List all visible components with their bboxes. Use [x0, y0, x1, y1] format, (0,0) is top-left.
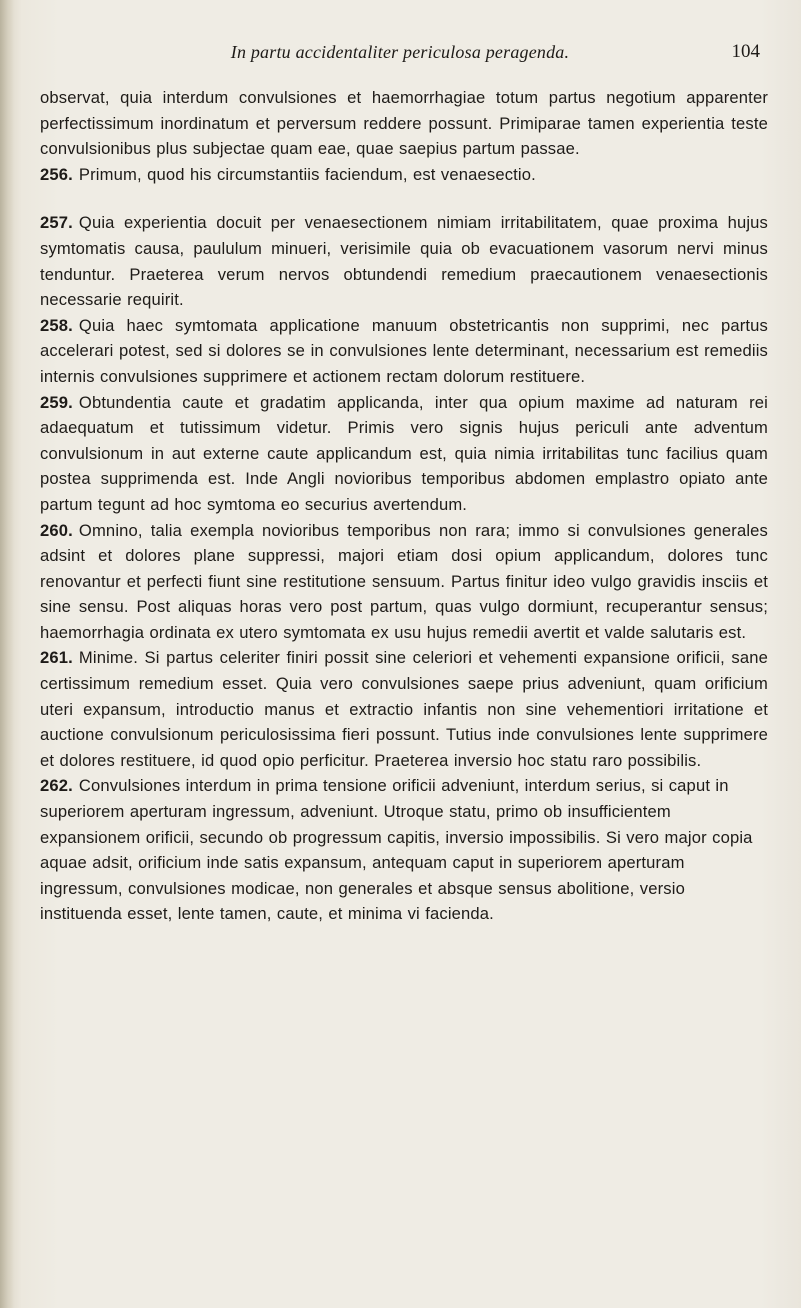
paragraph-text: Convulsiones interdum in prima tensione orificii adveniunt, interdum serius, si caput in superiorem aperturam ingressum, adveniunt. Utroque statu, primo ob insufficientem expansionem orificii, secundo ob progressum capitis, inversio impossibilis. Si vero major copia aquae adsit, orificium inde satis expansum, antequam caput in superiorem aperturam ingressum, convulsiones modicae, non generales et absque sensus abolitione, versio instituenda esset, lente tamen, caute, et minima vi facienda.: [40, 776, 753, 924]
paragraph-continuation: [40, 85, 768, 162]
paragraph-number: 258.: [40, 315, 73, 335]
paragraph-259: [40, 390, 768, 518]
paragraph-text: Quia haec symtomata applicatione manuum obstetricantis non supprimi, nec partus accelerari potest, sed si dolores se in convulsiones lente determinant, necessarium est remediis internis convulsiones supprimere et actionem rectam dolorum restituere.: [40, 315, 768, 386]
paragraph-text: observat, quia interdum convulsiones et haemorrhagiae totum partus negotium apparenter perfectissimum inordinatum et perversum reddere possunt. Primiparae tamen experientia teste convulsionibus plus subjectae quam eae, quae saepius partum passae.: [40, 88, 768, 159]
paragraph-256: [40, 162, 768, 188]
paragraph-261: [40, 645, 768, 773]
paragraph-text: Quia experientia docuit per venaesectionem nimiam irritabilitatem, quae proxima hujus symtomatis causa, paululum minueri, verisimile quia ob evacuationem vasorum nervi minus tenduntur. Praeterea verum nervos obtundendi remedium praecautionem venaesectionis necessarie requirit.: [40, 213, 768, 310]
page-header: [40, 42, 760, 72]
paragraph-262: [40, 773, 768, 927]
paragraph-number: 261.: [40, 648, 73, 668]
running-head: In partu accidentaliter periculosa peragenda.: [230, 42, 570, 62]
body-text: [40, 85, 768, 927]
paragraph-257: [40, 210, 768, 312]
paragraph-number: 260.: [40, 520, 73, 540]
paragraph-260: [40, 518, 768, 646]
paragraph-text: Minime. Si partus celeriter finiri possit sine celeriori et vehementi expansione orificii, sane certissimum remedium esset. Quia vero convulsiones saepe prius adveniunt, quam orificium uteri expansum, introductio manus et extractio infantis non sine vehementiori irritatione et auctione convulsionum periculosissima fieri possunt. Tutius inde convulsiones lente supprimere et dolores restituere, id quod opio perficitur. Praeterea inversio hoc statu raro possibilis.: [40, 648, 768, 770]
paragraph-text: Obtundentia caute et gradatim applicanda, inter qua opium maxime ad naturam rei adaequatum et tutissimum videtur. Primis vero signis hujus periculi ante adventum convulsionum in aut externe caute applicandum est, quia nimia irritabilitas tunc facilius quam postea supprimenda est. Inde Angli novioribus temporibus abdomen emplastro opiato ante partum tegunt ad hoc symtoma eo securius avertendum.: [40, 392, 768, 514]
page-number: 104: [731, 41, 760, 62]
paragraph-text: Primum, quod his circumstantiis faciendum, est venaesectio.: [78, 164, 536, 184]
paragraph-number: 262.: [40, 776, 73, 796]
paragraph-number: 257.: [40, 213, 73, 233]
binding-gutter: [0, 0, 14, 1308]
paragraph-258: [40, 313, 768, 390]
paragraph-number: 259.: [40, 392, 73, 412]
paragraph-number: 256.: [40, 164, 73, 184]
paragraph-text: Omnino, talia exempla novioribus temporibus non rara; immo si convulsiones generales adsint et dolores plane suppressi, majori etiam dosi opium applicandum, dolores tunc renovantur et perfecti fiunt sine restitutione sensuum. Partus finitur ideo vulgo gravidis insciis et sine sensu. Post aliquas horas vero post partum, quas vulgo dormiunt, recuperantur sensus; haemorrhagia ordinata ex utero symtomata ex usu hujus remedii avertit et valde salutaris est.: [40, 520, 768, 642]
